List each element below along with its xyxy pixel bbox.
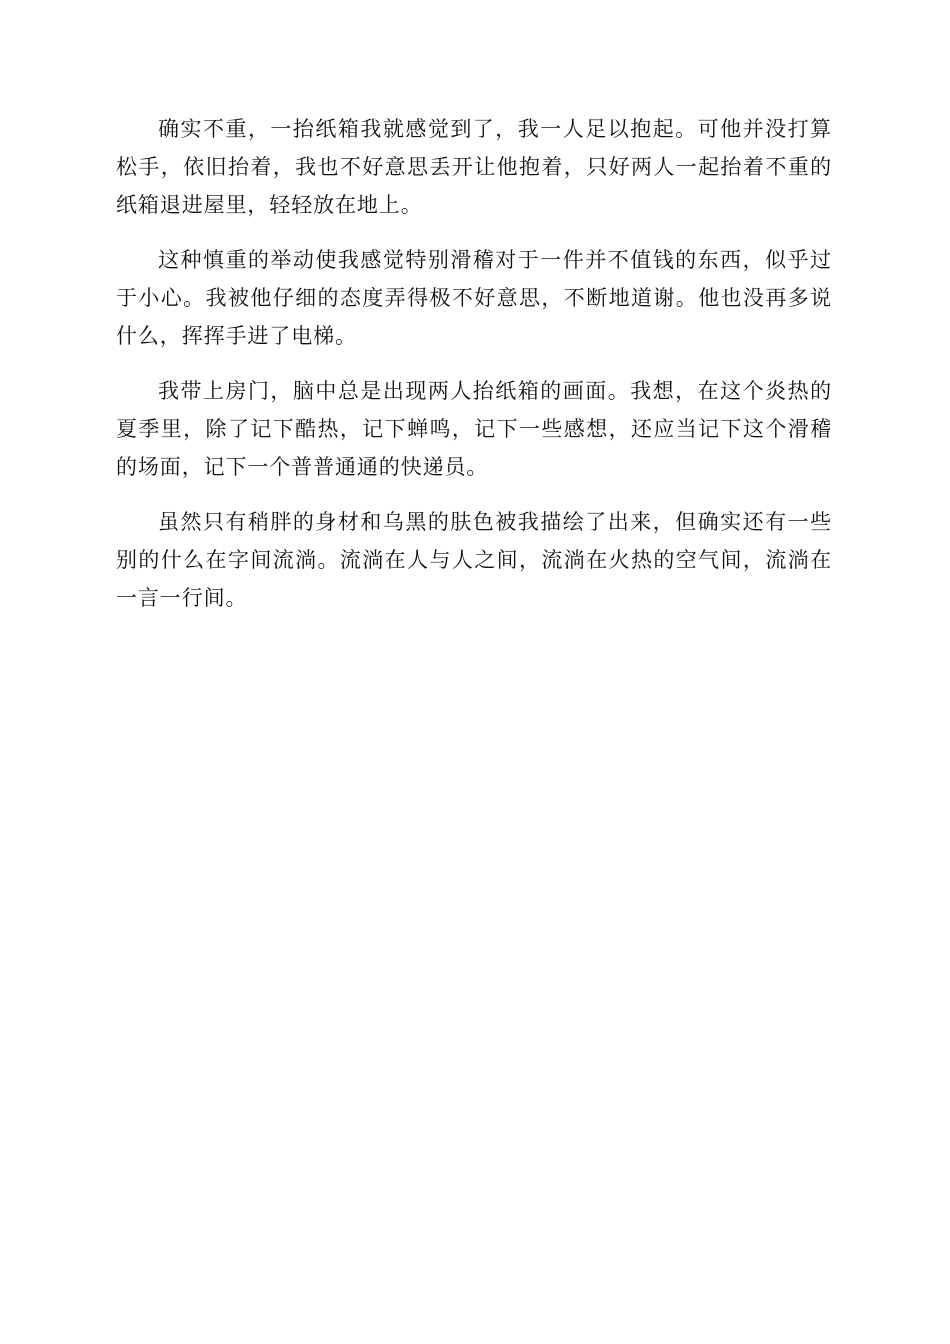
paragraph-4: 虽然只有稍胖的身材和乌黑的肤色被我描绘了出来，但确实还有一些别的什么在字间流淌。流淌在人与人之间，流淌在火热的空气间，流淌在一言一行间。 xyxy=(116,510,832,610)
document-body xyxy=(116,110,832,634)
paragraph-2: 这种慎重的举动使我感觉特别滑稽对于一件并不值钱的东西，似乎过于小心。我被他仔细的态度弄得极不好意思，不断地道谢。他也没再多说什么，挥挥手进了电梯。 xyxy=(116,248,832,348)
paragraph-1: 确实不重，一抬纸箱我就感觉到了，我一人足以抱起。可他并没打算松手，依旧抬着，我也不好意思丢开让他抱着，只好两人一起抬着不重的纸箱退进屋里，轻轻放在地上。 xyxy=(116,117,832,217)
paragraph-3: 我带上房门，脑中总是出现两人抬纸箱的画面。我想，在这个炎热的夏季里，除了记下酷热，记下蝉鸣，记下一些感想，还应当记下这个滑稽的场面，记下一个普普通通的快递员。 xyxy=(116,379,832,479)
